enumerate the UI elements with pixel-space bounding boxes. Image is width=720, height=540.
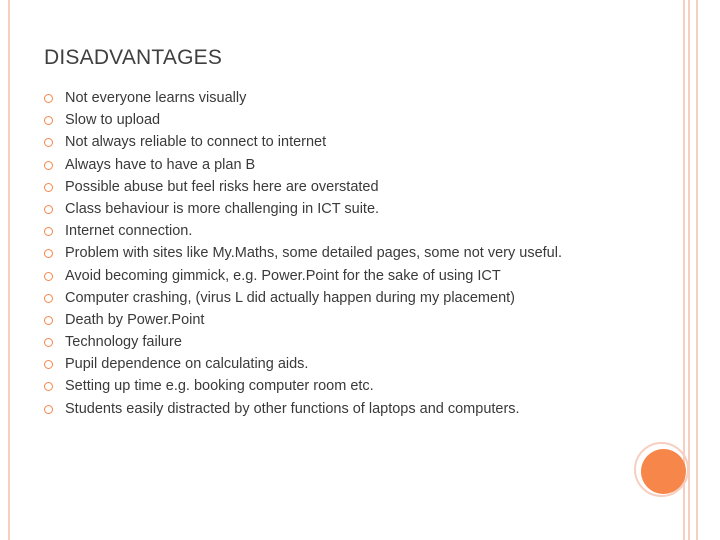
bullet-text: Always have to have a plan B (65, 156, 256, 173)
circle-outline-icon (44, 405, 53, 414)
circle-outline-icon (44, 316, 53, 325)
bullet-item (44, 179, 604, 196)
bullet-text: Problem with sites like My.Maths, some detailed pages, some not very useful. (65, 245, 562, 262)
decorative-orange-circle (641, 449, 686, 494)
circle-outline-icon (44, 382, 53, 391)
bullet-item (44, 112, 604, 129)
circle-outline-icon (44, 338, 53, 347)
bullet-item (44, 401, 604, 418)
bullet-text: Death by Power.Point (65, 311, 205, 328)
circle-outline-icon (44, 294, 53, 303)
bullet-item (44, 334, 604, 351)
bullet-text: Internet connection. (65, 223, 193, 240)
bullet-text: Computer crashing, (virus L did actually happen during my placement) (65, 289, 515, 306)
circle-outline-icon (44, 161, 53, 170)
bullet-item (44, 312, 604, 329)
bullet-item (44, 223, 604, 240)
bullet-item (44, 378, 604, 395)
side-band-line-right (696, 0, 698, 540)
bullet-text: Setting up time e.g. booking computer room etc. (65, 378, 374, 395)
circle-outline-icon (44, 138, 53, 147)
circle-outline-icon (44, 116, 53, 125)
bullet-item (44, 290, 604, 307)
circle-outline-icon (44, 94, 53, 103)
bullet-text: Not always reliable to connect to internet (65, 134, 327, 151)
side-band-line-left (688, 0, 690, 540)
bullet-item (44, 134, 604, 151)
bullet-text: Technology failure (65, 334, 182, 351)
bullet-item (44, 90, 604, 107)
bullet-item (44, 245, 604, 262)
circle-outline-icon (44, 227, 53, 236)
bullet-item (44, 157, 604, 174)
circle-outline-icon (44, 360, 53, 369)
circle-outline-icon (44, 183, 53, 192)
bullet-item (44, 356, 604, 373)
circle-outline-icon (44, 205, 53, 214)
bullet-text: Students easily distracted by other functions of laptops and computers. (65, 400, 520, 417)
circle-outline-icon (44, 272, 53, 281)
bullet-item (44, 201, 604, 218)
bullet-text: Not everyone learns visually (65, 90, 247, 106)
bullet-text: Avoid becoming gimmick, e.g. Power.Point for the sake of using ICT (65, 267, 501, 284)
bullet-text: Class behaviour is more challenging in ICT suite. (65, 200, 380, 217)
bullet-list (44, 90, 604, 423)
bullet-item (44, 268, 604, 285)
slide-title: DISADVANTAGES (44, 46, 223, 69)
slide-side-band (686, 0, 720, 540)
bullet-text: Pupil dependence on calculating aids. (65, 356, 309, 373)
bullet-text: Slow to upload (65, 112, 161, 129)
circle-outline-icon (44, 249, 53, 258)
bullet-text: Possible abuse but feel risks here are overstated (65, 178, 379, 195)
